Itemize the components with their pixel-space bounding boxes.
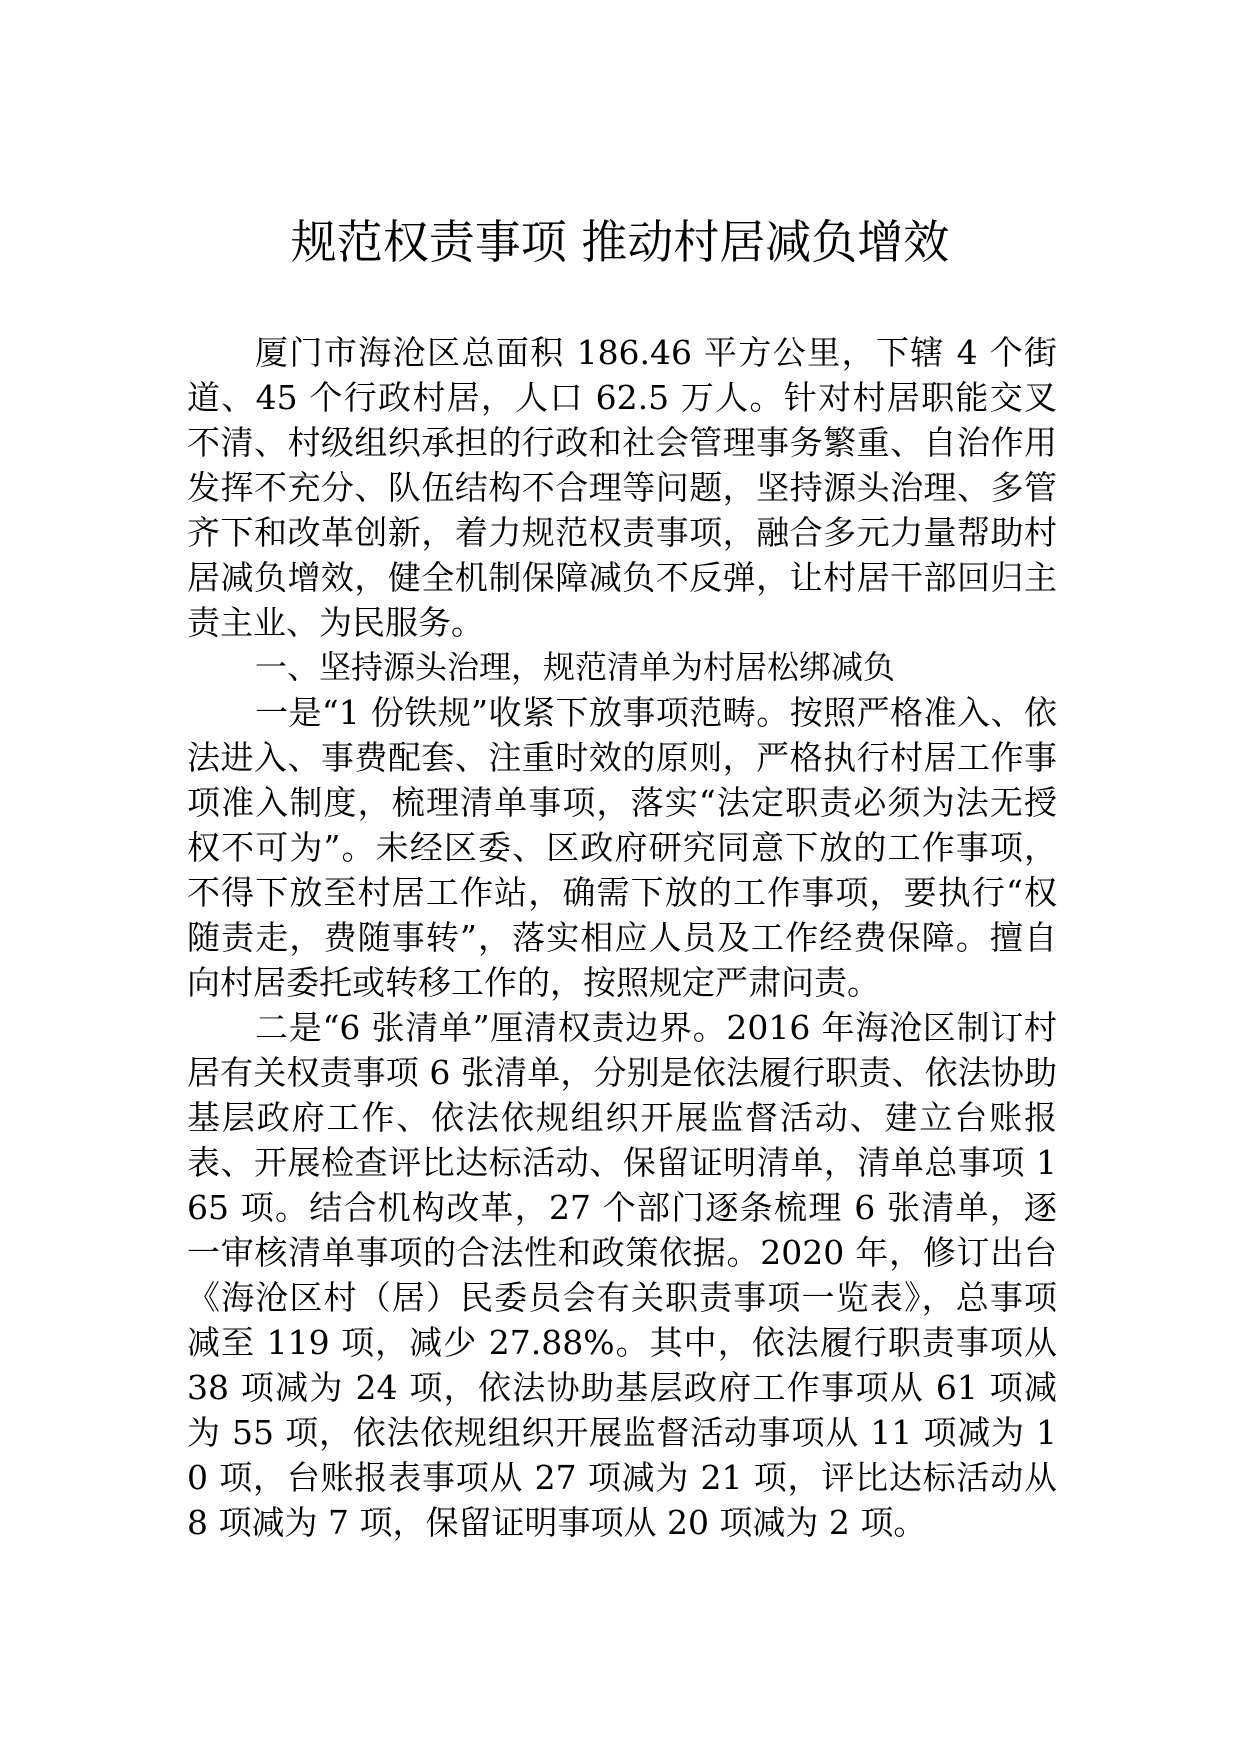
document-title: 规范权责事项 推动村居减负增效 — [290, 215, 950, 269]
section-heading: 一、坚持源头治理，规范清单为村居松绑减负 — [255, 648, 896, 686]
intro-paragraph: 厦门市海沧区总面积 186.46 平方公里，下辖 4 个街道、45 个行政村居，人口 62.5 万人。针对村居职能交叉不清、村级组织承担的行政和社会管理事务繁重、自治作用发挥不充分、队伍结构不合理等问题，坚持源头治理、多管齐下和改革创新，着力规范权责事项，融合多元力量帮助村居减负增效，健全机制保障减负不反弹，让村居干部回归主责主业、为民服务。 — [187, 333, 1057, 642]
body-paragraph: 二是“6 张清单”厘清权责边界。2016 年海沧区制订村居有关权责事项 6 张清单，分别是依法履行职责、依法协助基层政府工作、依法依规组织开展监督活动、建立台账报表、开展检查评比达标活动、保留证明清单，清单总事项 165 项。结合机构改革，27 个部门逐条梳理 6 张清单，逐一审核清单事项的合法性和政策依据。2020 年，修订出台《海沧区村（居）民委员会有关职责事项一览表》，总事项减至 119 项，减少 27.88%。其中，依法履行职责事项从 38 项减为 24 项，依法协助基层政府工作事项从 61 项减为 55 项，依法依规组织开展监督活动事项从 11 项减为 10 项，台账报表事项从 27 项减为 21 项，评比达标活动从 8 项减为 7 项，保留证明事项从 20 项减为 2 项。 — [187, 1008, 1057, 1542]
document-body — [187, 330, 1057, 1545]
body-paragraph: 一是“1 份铁规”收紧下放事项范畴。按照严格准入、依法进入、事费配套、注重时效的原则，严格执行村居工作事项准入制度，梳理清单事项，落实“法定职责必须为法无授权不可为”。未经区委、区政府研究同意下放的工作事项，不得下放至村居工作站，确需下放的工作事项，要执行“权随责走，费随事转”，落实相应人员及工作经费保障。擅自向村居委托或转移工作的，按照规定严肃问责。 — [187, 693, 1057, 1002]
